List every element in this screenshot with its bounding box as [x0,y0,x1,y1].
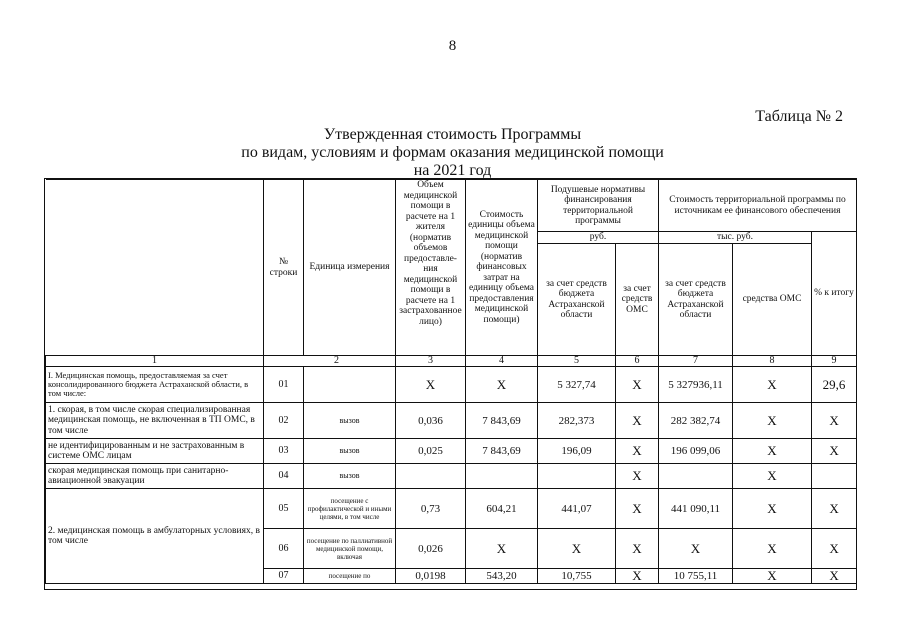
row-volume: 0,73 [396,489,466,529]
page-number: 8 [448,38,457,54]
row-cost: 7 843,69 [466,439,538,464]
column-number: 8 [733,356,812,367]
row-oms: X [616,403,659,439]
row-budget: 196,09 [538,439,616,464]
row-unit: посещение по [304,569,396,584]
row-unit: посещение по паллиативной медицинской помощи, включая [304,529,396,569]
row-name: не идентифицированным и не застрахованным в системе ОМС лицам [46,439,264,464]
row-cost: X [466,529,538,569]
table-row [46,464,857,489]
column-number: 7 [659,356,733,367]
row-oms-2: X [733,439,812,464]
table-label: Таблица № 2 [755,108,843,125]
row-volume: 0,036 [396,403,466,439]
row-volume: 0,025 [396,439,466,464]
row-percent: X [812,569,857,584]
header-budget-2: за счет средств бюджета Астраханской области [659,244,733,356]
table-row [46,403,857,439]
column-number: 3 [396,356,466,367]
row-oms-2: X [733,489,812,529]
title-line-1: Утвержденная стоимость Программы [323,126,582,143]
row-percent: 29,6 [812,367,857,403]
header-per-capita: Подушевые нормативы финансирования территориальной программы [538,180,659,232]
row-oms: X [616,439,659,464]
row-oms: X [616,464,659,489]
row-name: 1. скорая, в том числе скорая специализированная медицинская помощь, не включенная в ТП ОМС, в том числе [46,403,264,439]
row-budget-2: X [659,529,733,569]
row-budget-2: 441 090,11 [659,489,733,529]
row-percent: X [812,439,857,464]
header-territorial: Стоимость территориальной программы по источникам ее финансового обеспечения [659,180,857,232]
row-oms-2: X [733,403,812,439]
header-oms: за счет средств ОМС [616,244,659,356]
header-cost: Стоимость единицы объема медицинской помощи (норматив финансовых затрат на единицу объема предоставления медицинской помощи) [466,180,538,356]
row-budget: 5 327,74 [538,367,616,403]
header-oms-2: средства ОМС [733,244,812,356]
column-number: 9 [812,356,857,367]
row-cost: X [466,367,538,403]
column-number: 2 [264,356,396,367]
row-budget [538,464,616,489]
header-blank [46,180,264,356]
row-oms-2: X [733,464,812,489]
row-oms: X [616,529,659,569]
column-number: 5 [538,356,616,367]
row-cost: 604,21 [466,489,538,529]
row-number: 06 [264,529,304,569]
table-row [46,489,857,529]
row-name: 2. медицинская помощь в амбулаторных условиях, в том числе [46,489,264,584]
row-number: 02 [264,403,304,439]
row-name: I. Медицинская помощь, предоставляемая за счет консолидированного бюджета Астраханской области, в том числе: [46,367,264,403]
cost-table [44,178,857,590]
row-number: 07 [264,569,304,584]
row-budget-2: 282 382,74 [659,403,733,439]
row-budget: X [538,529,616,569]
row-budget: 282,373 [538,403,616,439]
row-oms-2: X [733,367,812,403]
title-line-2: по видам, условиям и формам оказания медицинской помощи [241,144,664,161]
row-unit [304,367,396,403]
row-percent: X [812,529,857,569]
row-oms: X [616,489,659,529]
row-unit: вызов [304,464,396,489]
row-budget-2: 10 755,11 [659,569,733,584]
row-volume: 0,0198 [396,569,466,584]
column-number: 1 [46,356,264,367]
row-number: 03 [264,439,304,464]
row-cost: 543,20 [466,569,538,584]
header-budget: за счет средств бюджета Астраханской области [538,244,616,356]
row-number: 04 [264,464,304,489]
row-percent [812,464,857,489]
row-cost: 7 843,69 [466,403,538,439]
header-percent: % к итогу [812,232,857,356]
table-row [46,439,857,464]
table-row [46,367,857,403]
row-unit: посещение с профилактической и иными целями, в том числе [304,489,396,529]
row-number: 01 [264,367,304,403]
row-name: скорая медицинская помощь при санитарно-авиационной эвакуации [46,464,264,489]
row-oms: X [616,367,659,403]
column-number: 6 [616,356,659,367]
row-volume: X [396,367,466,403]
cost-table-grid [45,179,857,584]
header-unit: Единица измерения [304,180,396,356]
header-volume: Объем медицинской помощи в расчете на 1 жителя (норматив объемов предоставле-ния медицинской помощи в расчете на 1 застрахованное лицо) [396,180,466,356]
row-oms-2: X [733,529,812,569]
row-volume: 0,026 [396,529,466,569]
row-oms-2: X [733,569,812,584]
row-budget-2: 196 099,06 [659,439,733,464]
row-budget: 10,755 [538,569,616,584]
row-unit: вызов [304,403,396,439]
row-volume [396,464,466,489]
header-rub: руб. [538,232,659,244]
row-percent: X [812,403,857,439]
row-budget-2: 5 327936,11 [659,367,733,403]
row-unit: вызов [304,439,396,464]
row-percent: X [812,489,857,529]
row-number: 05 [264,489,304,529]
header-thousand-rub: тыс. руб. [659,232,812,244]
title-line-3: на 2021 год [413,162,492,179]
row-budget-2 [659,464,733,489]
row-cost [466,464,538,489]
row-oms: X [616,569,659,584]
column-number: 4 [466,356,538,367]
header-row-no: № строки [264,180,304,356]
row-budget: 441,07 [538,489,616,529]
